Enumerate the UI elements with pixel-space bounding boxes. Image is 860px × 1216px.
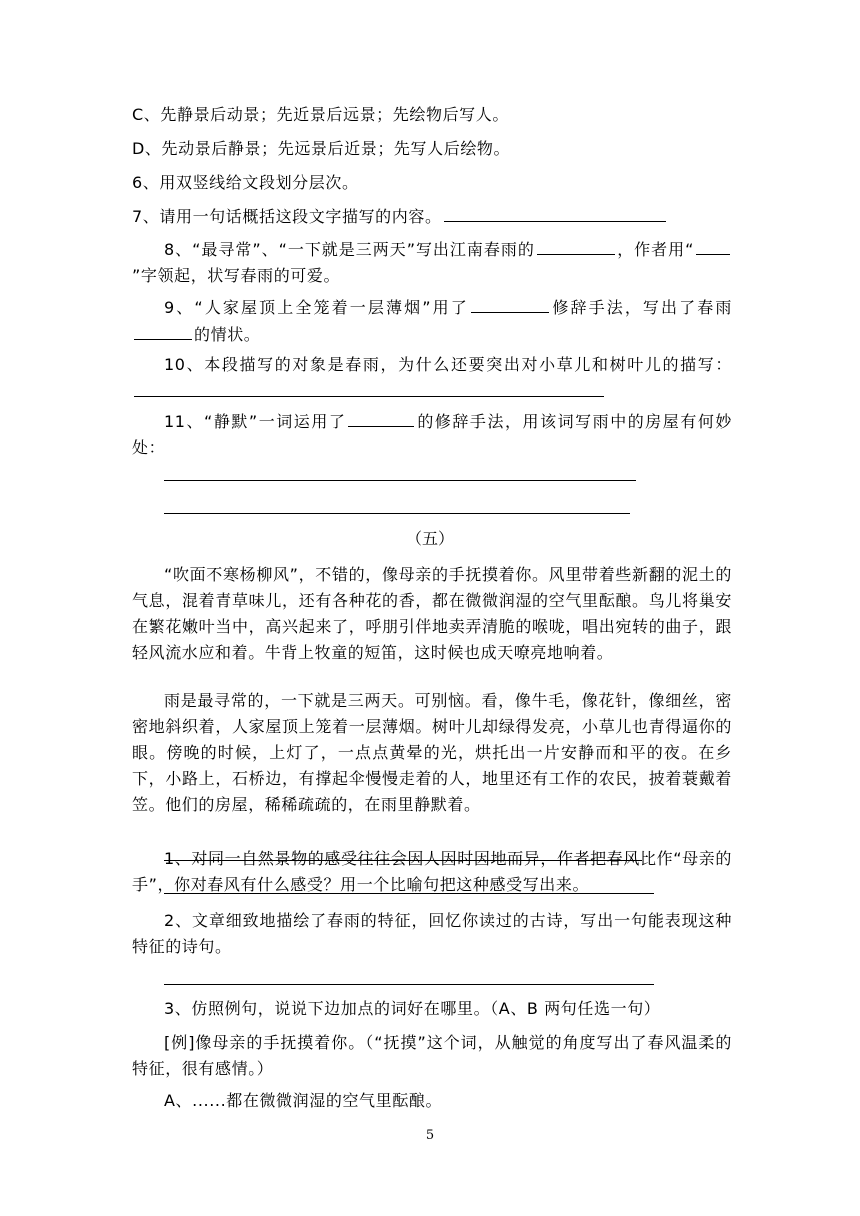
- question-7-text: 7、请用一句话概括这段文字描写的内容。: [132, 207, 442, 226]
- example-sentence: [例]像母亲的手抚摸着你。（“抚摸”这个词，从触觉的角度写出了春风温柔的特征，很有感情。）: [132, 1033, 732, 1078]
- answer-blank[interactable]: [537, 236, 615, 255]
- question-10-text: 10、本段描写的对象是春雨，为什么还要突出对小草儿和树叶儿的描写：: [164, 355, 732, 374]
- answer-blank[interactable]: [696, 236, 730, 255]
- question-b2: 2、文章细致地描绘了春雨的特征，回忆你读过的古诗，写出一句能表现这种特征的诗句。: [132, 911, 732, 956]
- question-8: [132, 236, 732, 289]
- answer-line[interactable]: [164, 893, 654, 894]
- question-10: [132, 352, 732, 405]
- option-d: D、先动景后静景；先远景后近景；先写人后绘物。: [132, 139, 511, 158]
- page-number: 5: [425, 1128, 435, 1143]
- answer-blank[interactable]: [444, 203, 666, 222]
- question-8-text-c: ”字领起，状写春雨的可爱。: [132, 266, 341, 285]
- question-6: 6、用双竖线给文段划分层次。: [132, 173, 359, 192]
- answer-line[interactable]: [164, 984, 654, 985]
- question-7: [132, 203, 732, 230]
- answer-line[interactable]: [164, 860, 642, 861]
- question-b3: 3、仿照例句，说说下边加点的词好在哪里。（A、B 两句任选一句）: [164, 999, 661, 1018]
- question-9: [132, 294, 732, 348]
- question-11-text-b: 的修辞手法，用该词写雨中的房屋有何妙处：: [132, 412, 732, 457]
- answer-line[interactable]: [164, 513, 630, 514]
- option-a: A、......都在微微润湿的空气里酝酿。: [164, 1091, 443, 1110]
- answer-line[interactable]: [164, 480, 636, 481]
- question-b1: 1、对同一自然景物的感受往往会因人因时因地而异，作者把春风比作“母亲的手”，你对春风有什么感受？用一个比喻句把这种感受写出来。: [132, 849, 732, 894]
- question-9-text-b: 修辞手法，写出了春雨: [550, 298, 732, 317]
- question-8-text-a: 8、“最寻常”、“一下就是三两天”写出江南春雨的: [164, 240, 535, 259]
- question-9-text-c: 的情状。: [194, 325, 261, 344]
- answer-blank[interactable]: [471, 294, 549, 313]
- question-11-text-a: 11、“静默”一词运用了: [164, 412, 347, 431]
- answer-blank[interactable]: [348, 408, 414, 427]
- option-c: C、先静景后动景；先近景后远景；先绘物后写人。: [132, 105, 509, 124]
- answer-blank[interactable]: [134, 321, 192, 340]
- question-11: [132, 408, 732, 461]
- passage-paragraph-2: 雨是最寻常的，一下就是三两天。可别恼。看，像牛毛，像花针，像细丝，密密地斜织着，人家屋顶上笼着一层薄烟。树叶儿却绿得发亮，小草儿也青得逼你的眼。傍晚的时候，上灯了，一点点黄晕的光，烘托出一片安静而和平的夜。在乡下，小路上，石桥边，有撑起伞慢慢走着的人，地里还有工作的农民，披着蓑戴着笠。他们的房屋，稀稀疏疏的，在雨里静默着。: [132, 691, 732, 814]
- question-9-text-a: 9、“人家屋顶上全笼着一层薄烟”用了: [164, 298, 469, 317]
- passage-paragraph-1: “吹面不寒杨柳风”，不错的，像母亲的手抚摸着你。风里带着些新翻的泥土的气息，混着青草味儿，还有各种花的香，都在微微润湿的空气里酝酿。鸟儿将巢安在繁花嫩叶当中，高兴起来了，呼朋引伴地卖弄清脆的喉咙，唱出宛转的曲子，跟轻风流水应和着。牛背上牧童的短笛，这时候也成天嘹亮地响着。: [132, 565, 732, 662]
- answer-blank[interactable]: [134, 378, 604, 397]
- question-8-text-b: ，作者用“: [616, 240, 694, 259]
- section-title: （五）: [405, 529, 454, 548]
